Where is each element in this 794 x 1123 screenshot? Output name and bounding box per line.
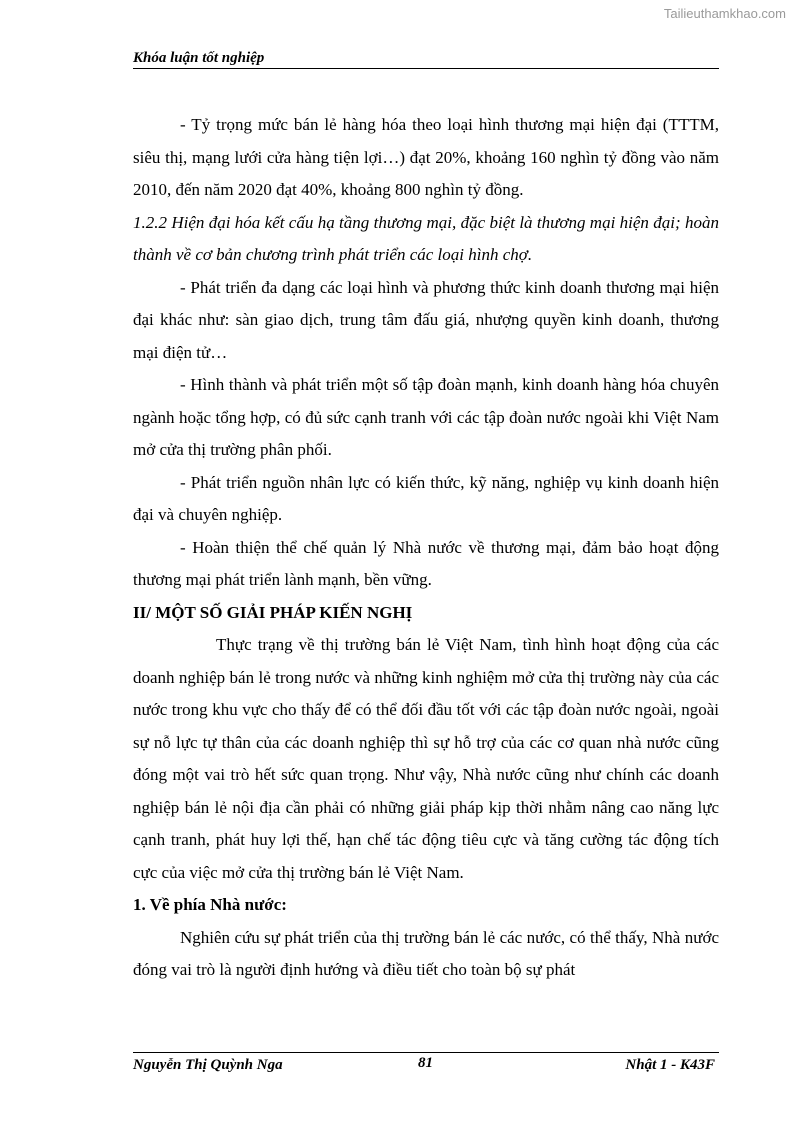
section-heading-solutions: II/ MỘT SỐ GIẢI PHÁP KIẾN NGHỊ — [133, 602, 413, 622]
paragraph-current-situation: Thực trạng về thị trường bán lẻ Việt Nam, tình hình hoạt động của các doanh nghiệp bán lẻ trong nước và những kinh nghiệm mở cửa thị trường này của các nước trong khu vực cho thấy để có thể đối đầu tốt với các tập đoàn nước ngoài, ngoài sự nỗ lực tự thân của các doanh nghiệp thì sự hỗ trợ của các cơ quan nhà nước cũng đóng một vai trò hết sức quan trọng. Như vậy, Nhà nước cũng như chính các doanh nghiệp bán lẻ nội địa cần phải có những giải pháp kịp thời nhằm nâng cao năng lực cạnh tranh, phát huy lợi thế, hạn chế tác động tiêu cực và tăng cường tác động tích cực của việc mở cửa thị trường bán lẻ Việt Nam. — [133, 635, 719, 882]
footer-class-name: Nhật 1 - K43F — [625, 1057, 715, 1073]
subsection-heading-state: 1. Về phía Nhà nước: — [133, 895, 287, 914]
bullet-paragraph-institutions: - Hoàn thiện thể chế quản lý Nhà nước về thương mại, đảm bảo hoạt động thương mại phát triển lành mạnh, bền vững. — [133, 537, 719, 589]
header-divider — [133, 68, 719, 69]
bullet-paragraph-human-resources: - Phát triển nguồn nhân lực có kiến thức, kỹ năng, nghiệp vụ kinh doanh hiện đại và chuyên nghiệp. — [133, 472, 719, 524]
footer-page-number: 81 — [418, 1055, 433, 1071]
bullet-paragraph-corporations: - Hình thành và phát triển một số tập đoàn mạnh, kinh doanh hàng hóa chuyên ngành hoặc tổng hợp, có đủ sức cạnh tranh với các tập đoàn nước ngoài khi Việt Nam mở cửa thị trường phân phối. — [133, 375, 719, 459]
paragraph-research: Nghiên cứu sự phát triển của thị trường bán lẻ các nước, có thể thấy, Nhà nước đóng vai trò là người định hướng và điều tiết cho toàn bộ sự phát — [133, 927, 719, 979]
sub-heading-1-2-2: 1.2.2 Hiện đại hóa kết cấu hạ tầng thương mại, đặc biệt là thương mại hiện đại; hoàn thành về cơ bản chương trình phát triển các loại hình chợ. — [133, 212, 719, 264]
running-header-title: Khóa luận tốt nghiệp — [133, 50, 265, 66]
page-footer — [133, 1057, 719, 1077]
bullet-paragraph-diversify: - Phát triển đa dạng các loại hình và phương thức kinh doanh thương mại hiện đại khác như: sàn giao dịch, trung tâm đấu giá, nhượng quyền kinh doanh, thương mại điện tử… — [133, 277, 719, 362]
bullet-paragraph-retail-share: - Tỷ trọng mức bán lẻ hàng hóa theo loại hình thương mại hiện đại (TTTM, siêu thị, mạng lưới cửa hàng tiện lợi…) đạt 20%, khoảng 160 nghìn tỷ đồng vào năm 2010, đến năm 2020 đạt 40%, khoảng 800 nghìn tỷ đồng. — [133, 115, 719, 199]
page-body — [133, 109, 719, 987]
footer-author: Nguyễn Thị Quỳnh Nga — [133, 1057, 283, 1073]
watermark-text: Tailieuthamkhao.com — [663, 6, 786, 21]
footer-divider — [133, 1052, 719, 1053]
